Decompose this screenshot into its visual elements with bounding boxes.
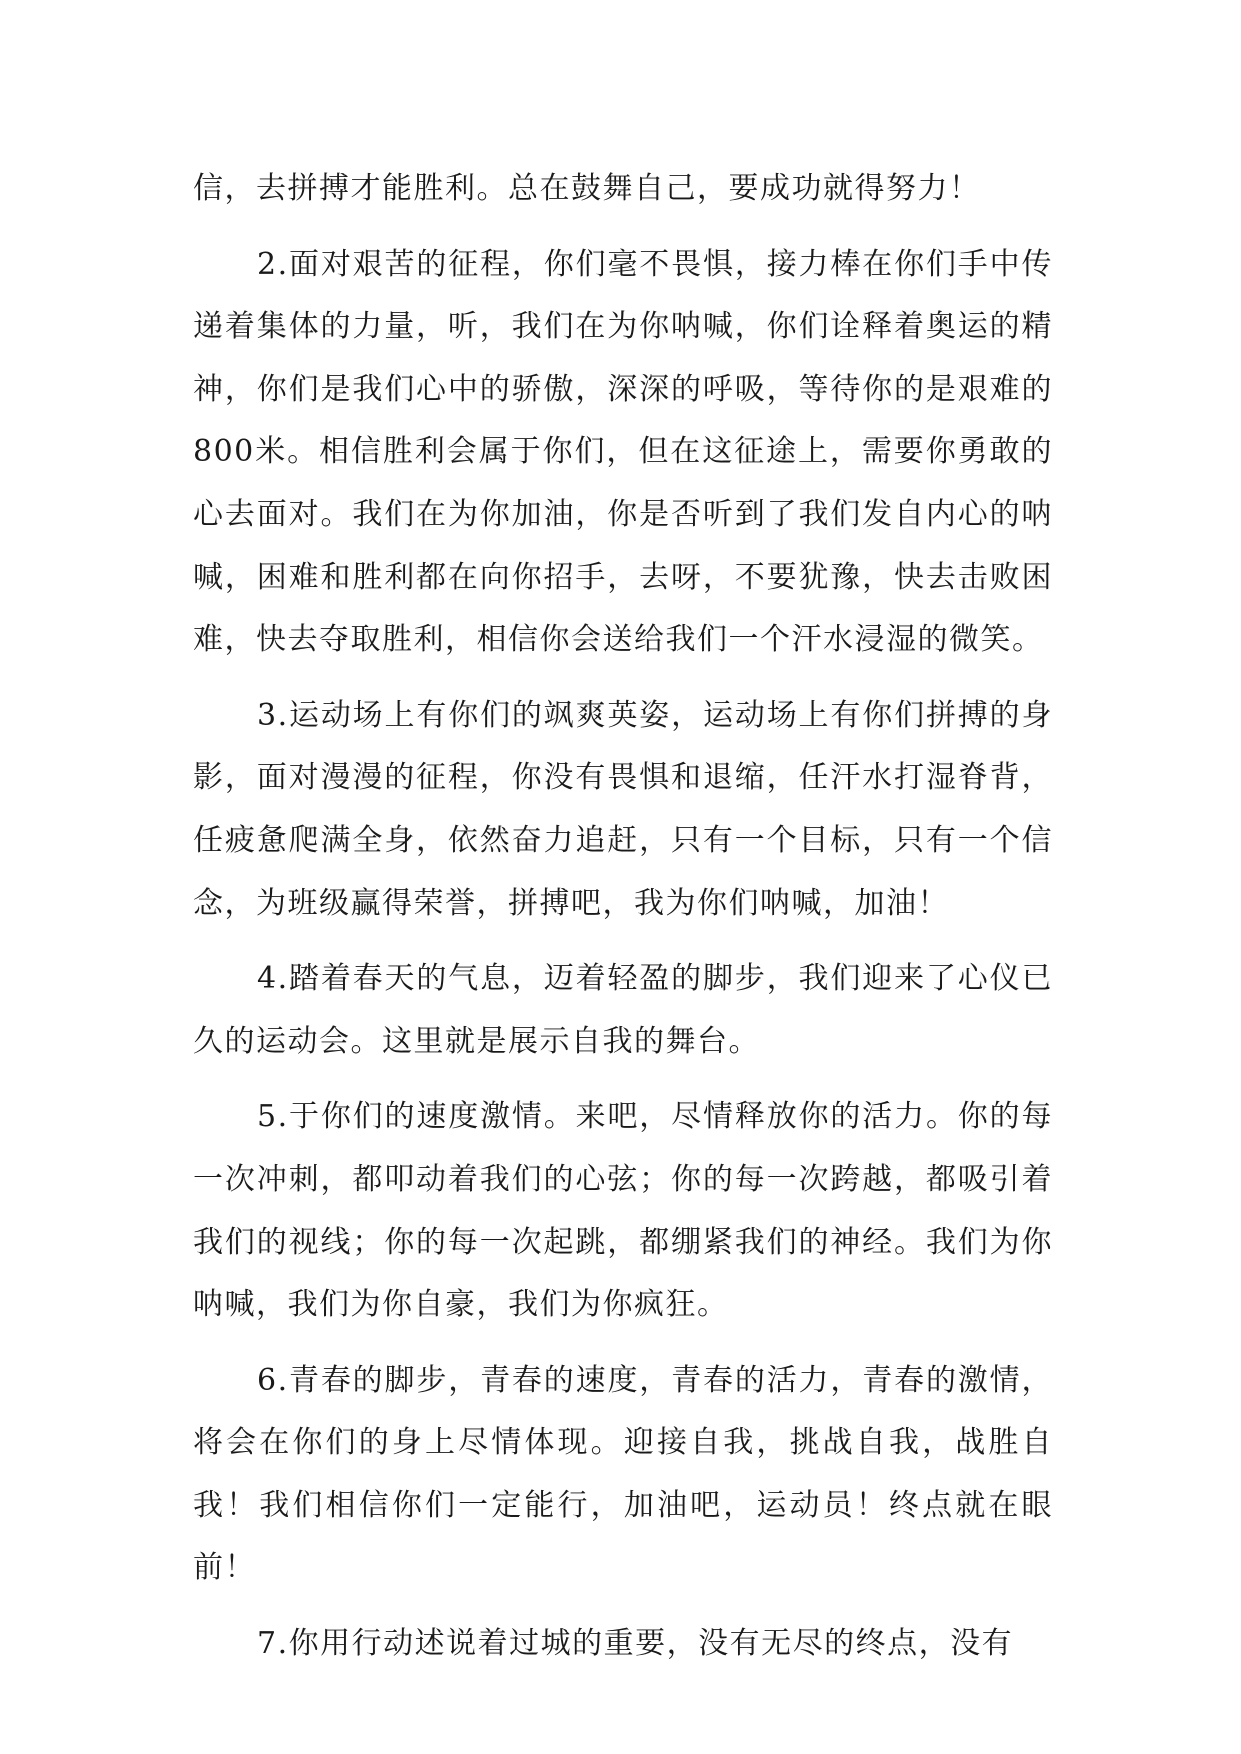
paragraph-continuation: 信，去拼搏才能胜利。总在鼓舞自己，要成功就得努力！ — [193, 171, 981, 206]
paragraph-item-6: 6.青春的脚步，青春的速度，青春的活力，青春的激情，将会在你们的身上尽情体现。迎接自我，挑战自我，战胜自我！我们相信你们一定能行，加油吧，运动员！终点就在眼前！ — [193, 1362, 1053, 1586]
paragraph-item-7: 7.你用行动述说着过城的重要，没有无尽的终点，没有 — [257, 1626, 1014, 1662]
document-page — [193, 158, 1053, 1689]
paragraph-item-3: 3.运动场上有你们的飒爽英姿，运动场上有你们拼搏的身影，面对漫漫的征程，你没有畏惧和退缩，任汗水打湿脊背，任疲惫爬满全身，依然奋力追赶，只有一个目标，只有一个信念，为班级赢得荣誉，拼搏吧，我为你们呐喊，加油！ — [193, 697, 1053, 921]
paragraph-item-2: 2.面对艰苦的征程，你们毫不畏惧，接力棒在你们手中传递着集体的力量，听，我们在为你呐喊，你们诠释着奥运的精神，你们是我们心中的骄傲，深深的呼吸，等待你的是艰难的800米。相信胜利会属于你们，但在这征途上，需要你勇敢的心去面对。我们在为你加油，你是否听到了我们发自内心的呐喊，困难和胜利都在向你招手，去呀，不要犹豫，快去击败困难，快去夺取胜利，相信你会送给我们一个汗水浸湿的微笑。 — [193, 246, 1053, 658]
paragraph-item-5: 5.于你们的速度激情。来吧，尽情释放你的活力。你的每一次冲刺，都叩动着我们的心弦；你的每一次跨越，都吸引着我们的视线；你的每一次起跳，都绷紧我们的神经。我们为你呐喊，我们为你自豪，我们为你疯狂。 — [193, 1099, 1053, 1323]
paragraph-item-4: 4.踏着春天的气息，迈着轻盈的脚步，我们迎来了心仪已久的运动会。这里就是展示自我的舞台。 — [193, 961, 1053, 1059]
